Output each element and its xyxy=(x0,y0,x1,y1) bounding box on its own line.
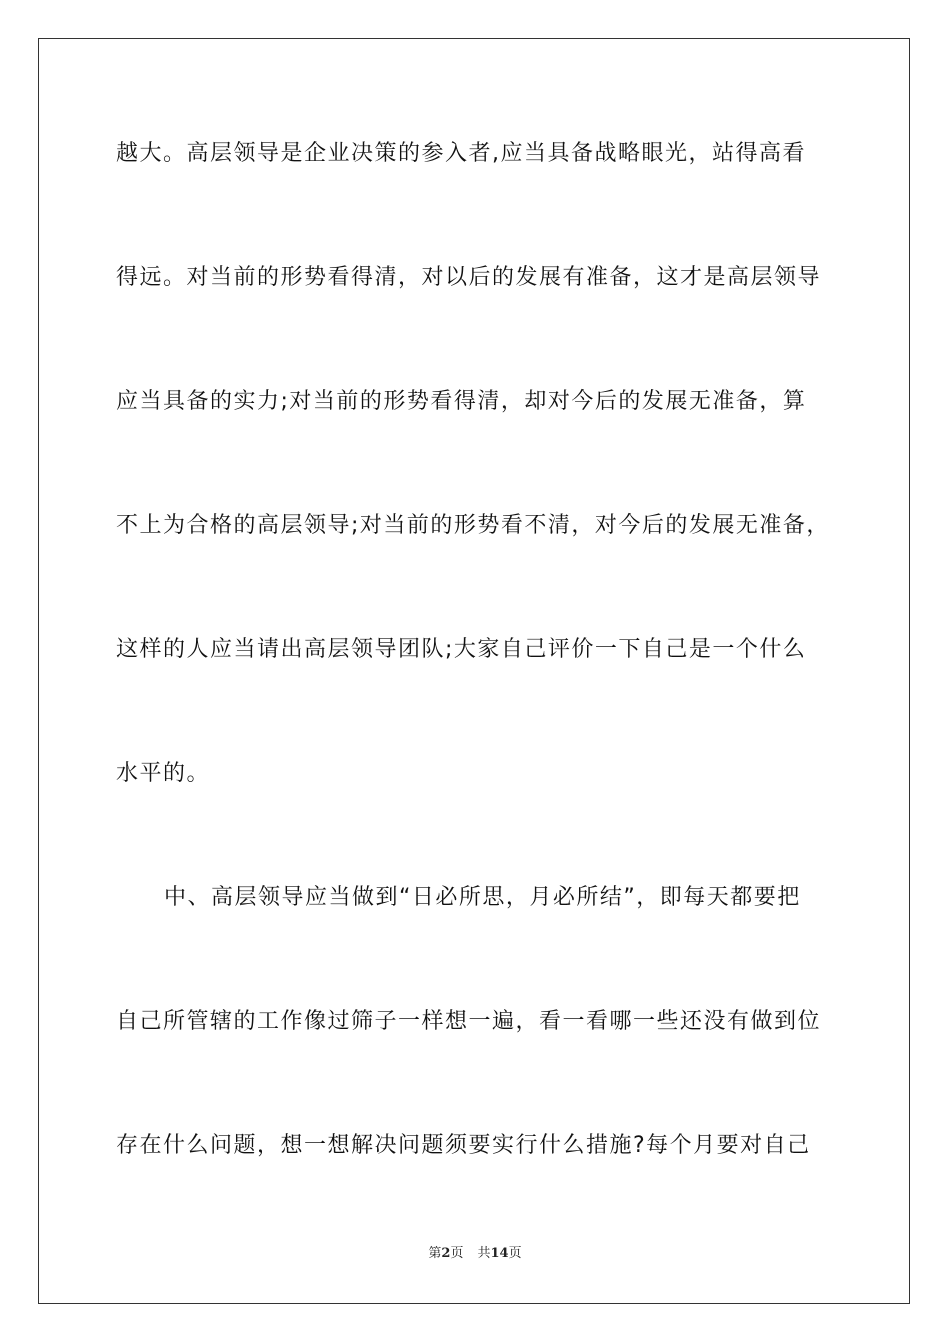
text-line-2: 得远。对当前的形势看得清，对以后的发展有准备，这才是高层领导 xyxy=(116,265,822,290)
text-line-8: 自己所管辖的工作像过筛子一样想一遍，看一看哪一些还没有做到位 xyxy=(116,1009,822,1034)
footer-page-suffix: 页 xyxy=(450,1246,464,1261)
footer-total-number: 14 xyxy=(490,1246,509,1261)
text-line-3: 应当具备的实力;对当前的形势看得清，却对今后的发展无准备，算 xyxy=(116,389,807,414)
footer-page-number: 2 xyxy=(441,1246,451,1261)
page-border xyxy=(38,38,910,1304)
text-line-9: 存在什么问题，想一想解决问题须要实行什么措施?每个月要对自己 xyxy=(116,1133,811,1158)
text-line-6: 水平的。 xyxy=(116,761,211,786)
footer-total-prefix: 共 xyxy=(477,1246,491,1261)
page-footer xyxy=(0,1246,950,1262)
text-line-7: 中、高层领导应当做到“日必所思，月必所结”，即每天都要把 xyxy=(164,885,801,910)
text-line-4: 不上为合格的高层领导;对当前的形势看不清，对今后的发展无准备， xyxy=(116,513,830,538)
text-line-1: 越大。高层领导是企业决策的参入者,应当具备战略眼光，站得高看 xyxy=(116,141,806,166)
footer-total-suffix: 页 xyxy=(508,1246,522,1261)
footer-page-prefix: 第 xyxy=(428,1246,442,1261)
text-line-5: 这样的人应当请出高层领导团队;大家自己评价一下自己是一个什么 xyxy=(116,637,807,662)
